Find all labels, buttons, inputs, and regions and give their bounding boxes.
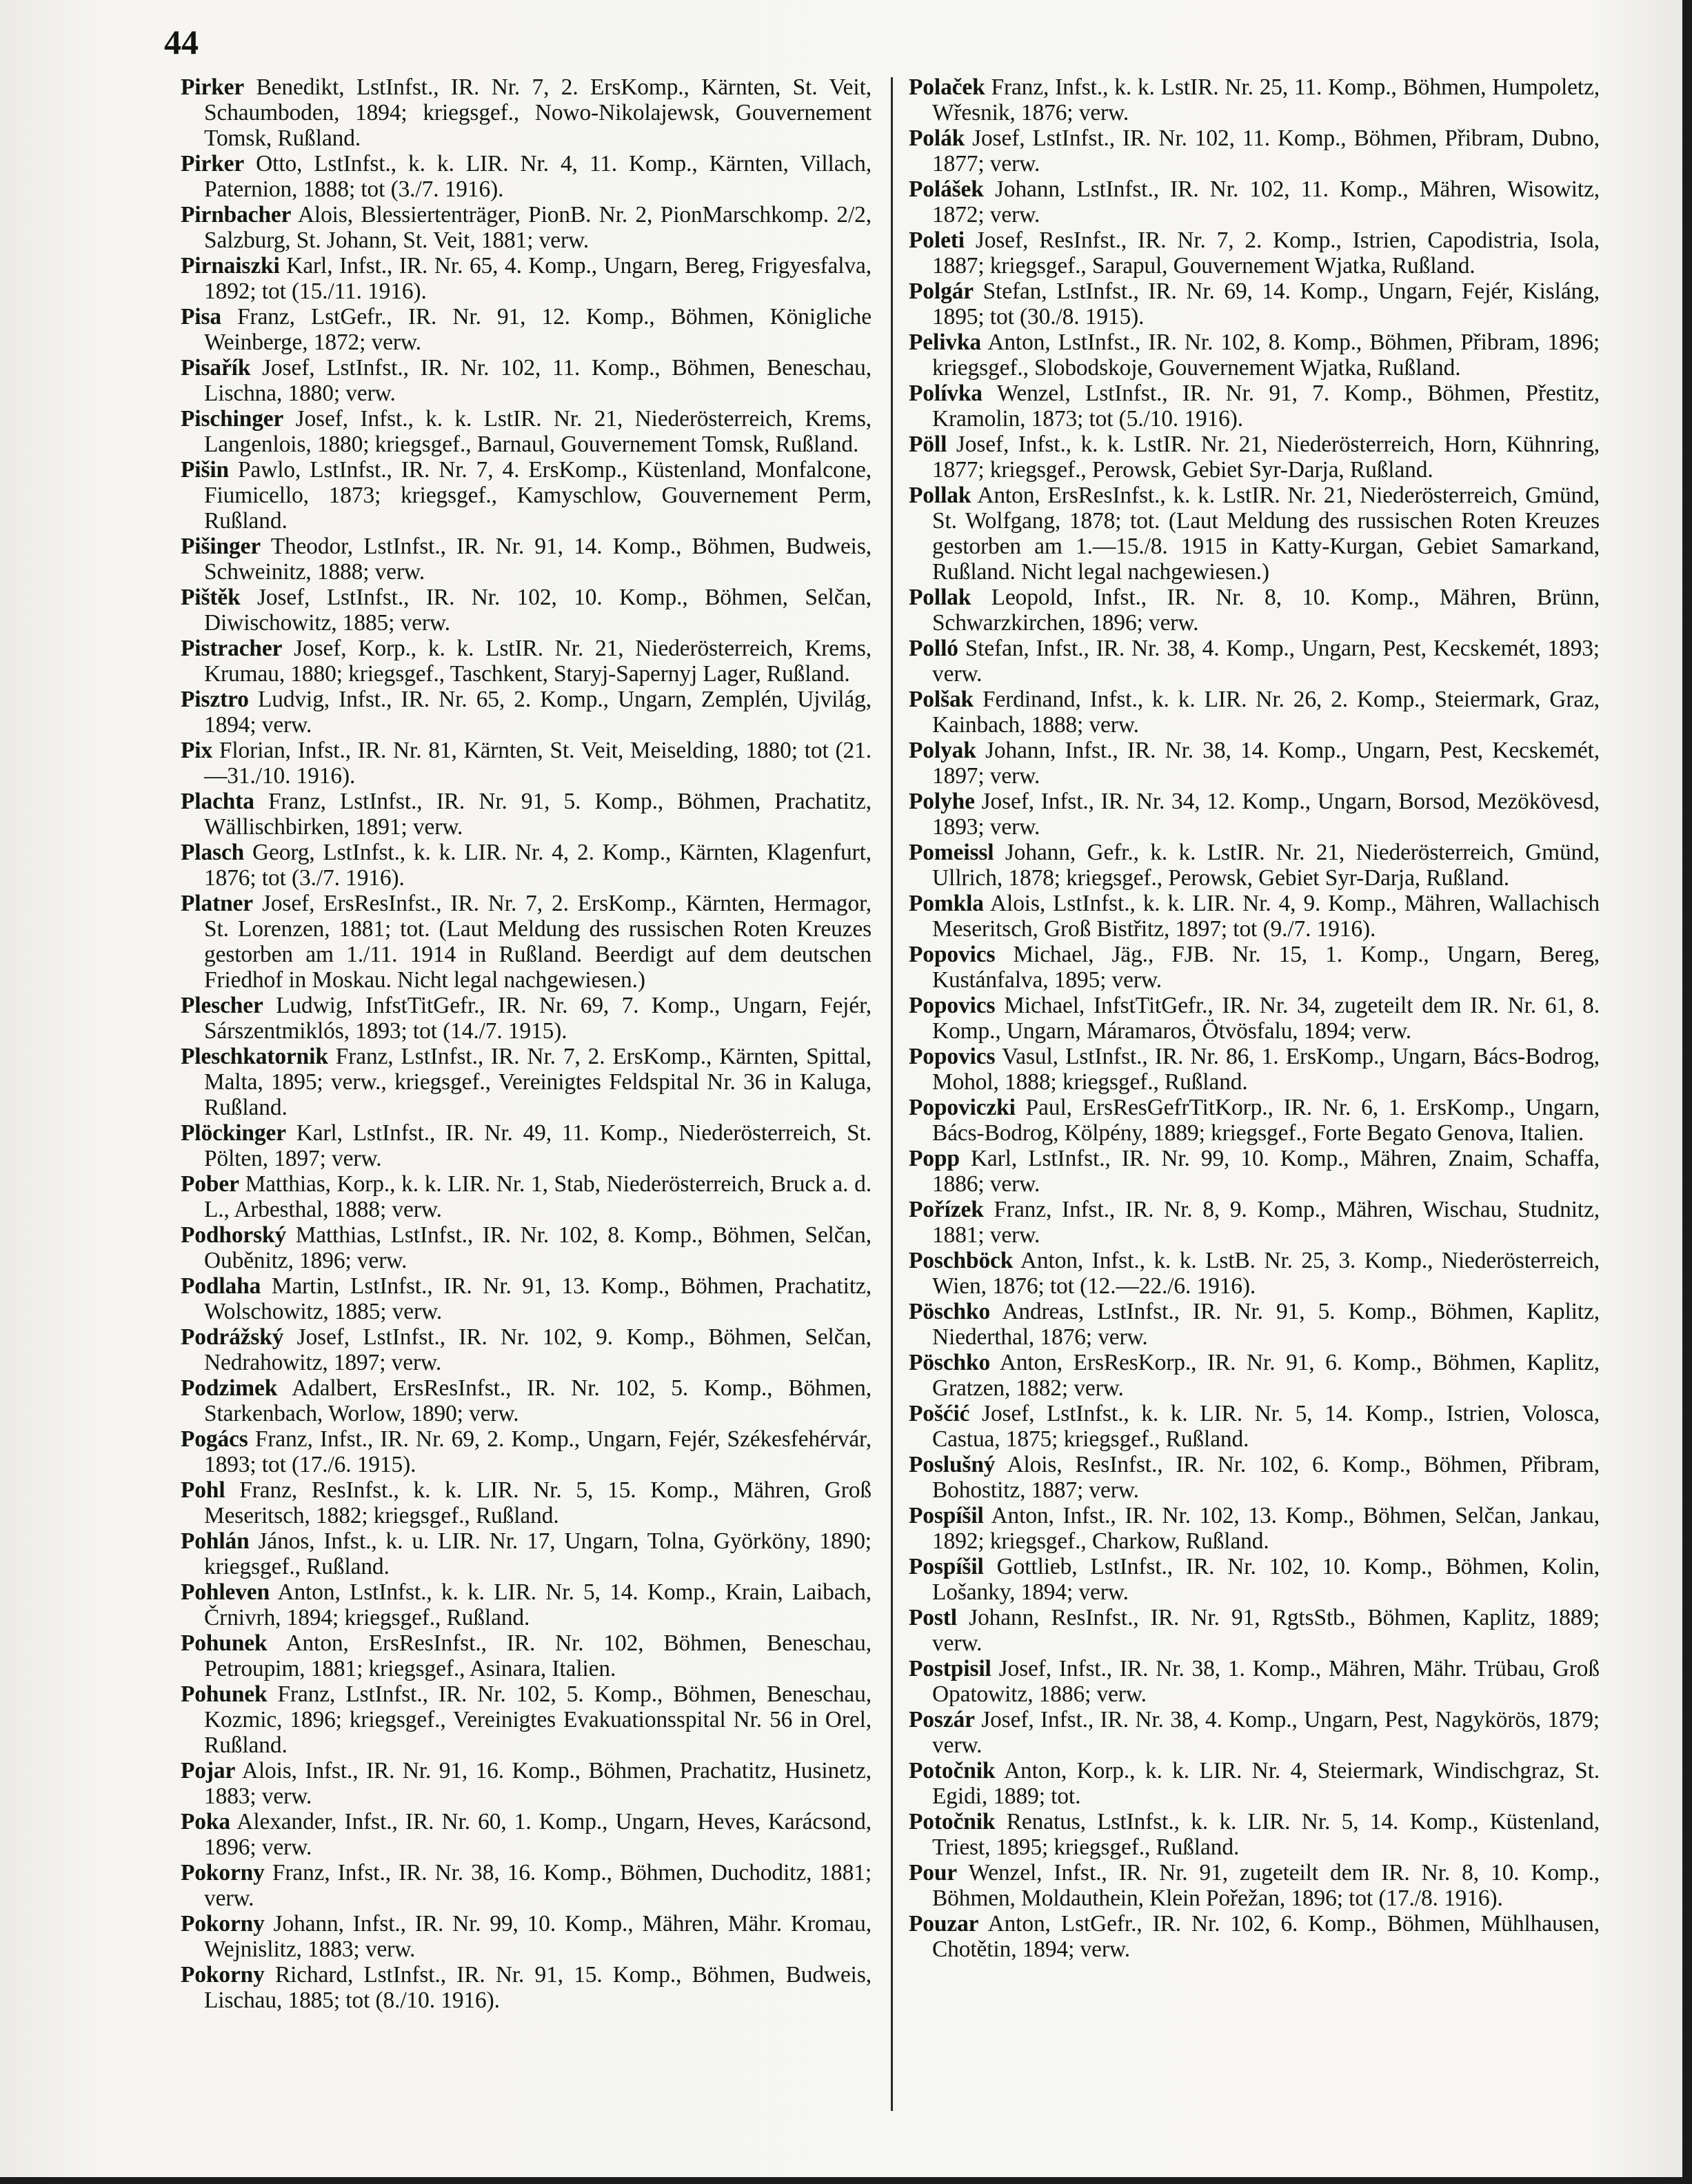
register-entry (181, 1426, 872, 1477)
left-column (181, 74, 872, 2013)
entry-details: Alois, LstInfst., k. k. LIR. Nr. 4, 9. Komp., Mähren, Wallachisch Meseritsch, Groß Bistřitz, 1897; tot (9./7. 1916). (932, 891, 1600, 942)
entry-surname: Polšak (909, 687, 974, 712)
entry-surname: Pleschkatornik (181, 1044, 328, 1069)
entry-details: Renatus, LstInfst., k. k. LIR. Nr. 5, 14. Komp., Küstenland, Triest, 1895; kriegsgef., Rußland. (932, 1809, 1600, 1860)
entry-surname: Popp (909, 1146, 960, 1171)
entry-details: Franz, Infst., IR. Nr. 69, 2. Komp., Ungarn, Fejér, Székesfehérvár, 1893; tot (17./6. 1915). (204, 1426, 872, 1477)
entry-details: Josef, LstInfst., IR. Nr. 102, 11. Komp., Böhmen, Přibram, Dubno, 1877; verw. (932, 125, 1600, 176)
entry-surname: Pirker (181, 74, 245, 100)
register-entry (181, 687, 872, 738)
column-divider (891, 77, 893, 2111)
register-entry (181, 1911, 872, 1962)
register-entry (181, 585, 872, 636)
entry-details: Josef, LstInfst., IR. Nr. 102, 9. Komp., Böhmen, Selčan, Nedrahowitz, 1897; verw. (204, 1324, 872, 1375)
register-entry (909, 1656, 1600, 1707)
register-entry (181, 993, 872, 1044)
entry-surname: Pöll (909, 432, 947, 457)
entry-surname: Plöckinger (181, 1120, 286, 1146)
entry-details: Anton, Infst., IR. Nr. 102, 13. Komp., Böhmen, Selčan, Jankau, 1892; kriegsgef., Charkow, Rußland. (932, 1503, 1600, 1554)
entry-surname: Pirnaiszki (181, 253, 280, 279)
entry-surname: Pořízek (909, 1197, 984, 1222)
entry-details: Johann, Infst., IR. Nr. 38, 14. Komp., Ungarn, Pest, Kecskemét, 1897; verw. (932, 738, 1600, 789)
entry-surname: Polyhe (909, 789, 975, 814)
register-entry (909, 1248, 1600, 1299)
entry-details: Karl, LstInfst., IR. Nr. 99, 10. Komp., Mähren, Znaim, Schaffa, 1886; verw. (932, 1146, 1600, 1197)
entry-surname: Pour (909, 1860, 958, 1885)
entry-surname: Pirker (181, 151, 245, 176)
entry-details: Wenzel, Infst., IR. Nr. 91, zugeteilt dem IR. Nr. 8, 10. Komp., Böhmen, Moldauthein, Klein Pořežan, 1896; tot (17./8. 1916). (932, 1860, 1600, 1911)
register-entry (909, 1554, 1600, 1605)
register-entry (181, 1962, 872, 2013)
register-entry (909, 789, 1600, 840)
entry-details: Gottlieb, LstInfst., IR. Nr. 102, 10. Komp., Böhmen, Kolin, Lošanky, 1894; verw. (932, 1554, 1600, 1605)
page-number: 44 (164, 23, 199, 61)
entry-details: Franz, ResInfst., k. k. LIR. Nr. 5, 15. Komp., Mähren, Groß Meseritsch, 1882; kriegsgef., Rußland. (204, 1477, 872, 1528)
register-entry (909, 1401, 1600, 1452)
register-entry (181, 1375, 872, 1426)
entry-surname: Pollak (909, 585, 971, 610)
entry-details: Richard, LstInfst., IR. Nr. 91, 15. Komp., Böhmen, Budweis, Lischau, 1885; tot (8./10. 1916). (204, 1962, 872, 2013)
register-entry (909, 1911, 1600, 1962)
entry-details: Alexander, Infst., IR. Nr. 60, 1. Komp., Ungarn, Heves, Karácsond, 1896; verw. (204, 1809, 872, 1860)
register-entry (181, 202, 872, 253)
entry-details: Otto, LstInfst., k. k. LIR. Nr. 4, 11. Komp., Kärnten, Villach, Paternion, 1888; tot (3./7. 1916). (204, 151, 872, 202)
entry-details: Josef, ErsResInfst., IR. Nr. 7, 2. ErsKomp., Kärnten, Hermagor, St. Lorenzen, 1881; tot. (Laut Meldung des russischen Roten Kreuzes gestorben am 1./11. 1914 in Rußland. Beerdigt auf dem deutschen Friedhof in Moskau. Nicht legal nachgewiesen.) (204, 891, 872, 993)
entry-surname: Pisařík (181, 355, 251, 381)
register-entry (181, 1528, 872, 1579)
entry-surname: Pöschko (909, 1350, 991, 1375)
entry-surname: Popovics (909, 942, 996, 967)
entry-details: Benedikt, LstInfst., IR. Nr. 7, 2. ErsKomp., Kärnten, St. Veit, Schaumboden, 1894; kriegsgef., Nowo-Nikolajewsk, Gouvernement Tomsk, Rußland. (204, 74, 872, 151)
entry-details: Franz, LstGefr., IR. Nr. 91, 12. Komp., Böhmen, Königliche Weinberge, 1872; verw. (204, 304, 872, 355)
register-entry (909, 993, 1600, 1044)
register-entry (181, 1120, 872, 1171)
entry-surname: Pelivka (909, 330, 982, 355)
entry-details: Paul, ErsResGefrTitKorp., IR. Nr. 6, 1. ErsKomp., Ungarn, Bács-Bodrog, Kölpény, 1889; kriegsgef., Forte Begato Genova, Italien. (932, 1095, 1600, 1146)
entry-details: Johann, LstInfst., IR. Nr. 102, 11. Komp., Mähren, Wisowitz, 1872; verw. (932, 176, 1600, 228)
entry-details: Wenzel, LstInfst., IR. Nr. 91, 7. Komp., Böhmen, Přestitz, Kramolin, 1873; tot (5./10. 1916). (932, 381, 1600, 432)
entry-surname: Pogács (181, 1426, 248, 1452)
entry-surname: Potočnik (909, 1758, 996, 1783)
register-entry (909, 1146, 1600, 1197)
register-entry (181, 1758, 872, 1809)
entry-details: Johann, ResInfst., IR. Nr. 91, RgtsStb., Böhmen, Kaplitz, 1889; verw. (932, 1605, 1600, 1656)
entry-details: Adalbert, ErsResInfst., IR. Nr. 102, 5. Komp., Böhmen, Starkenbach, Worlow, 1890; verw. (204, 1375, 872, 1426)
register-entry (181, 1044, 872, 1120)
entry-surname: Polgár (909, 279, 974, 304)
entry-details: Josef, Infst., IR. Nr. 38, 4. Komp., Ungarn, Pest, Nagykörös, 1879; verw. (932, 1707, 1600, 1758)
entry-surname: Pouzar (909, 1911, 979, 1937)
register-entry (909, 1197, 1600, 1248)
entry-surname: Pohunek (181, 1630, 268, 1656)
entry-surname: Platner (181, 891, 253, 916)
entry-details: Karl, LstInfst., IR. Nr. 49, 11. Komp., Niederösterreich, St. Pölten, 1897; verw. (204, 1120, 872, 1171)
register-entry (909, 74, 1600, 125)
register-entry (909, 942, 1600, 993)
register-entry (181, 1324, 872, 1375)
register-entry (909, 738, 1600, 789)
register-entry (181, 1222, 872, 1273)
register-entry (909, 1809, 1600, 1860)
register-entry (909, 330, 1600, 381)
entry-details: Martin, LstInfst., IR. Nr. 91, 13. Komp., Böhmen, Prachatitz, Wolschowitz, 1885; verw. (204, 1273, 872, 1324)
entry-surname: Poslušný (909, 1452, 996, 1477)
entry-surname: Pischinger (181, 406, 284, 432)
entry-surname: Pišinger (181, 534, 261, 559)
entry-surname: Podrážský (181, 1324, 284, 1350)
entry-surname: Plescher (181, 993, 263, 1018)
entry-details: Josef, Korp., k. k. LstIR. Nr. 21, Niederösterreich, Krems, Krumau, 1880; kriegsgef., Taschkent, Staryj-Sapernyj Lager, Rußland. (204, 636, 872, 687)
register-entry (909, 891, 1600, 942)
entry-details: Ferdinand, Infst., k. k. LIR. Nr. 26, 2. Komp., Steiermark, Graz, Kainbach, 1888; verw. (932, 687, 1600, 738)
register-entry (909, 176, 1600, 228)
entry-details: Florian, Infst., IR. Nr. 81, Kärnten, St. Veit, Meiselding, 1880; tot (21.—31./10. 1916). (204, 738, 872, 789)
entry-surname: Poszár (909, 1707, 975, 1732)
entry-surname: Pospíšil (909, 1503, 984, 1528)
entry-details: Josef, LstInfst., k. k. LIR. Nr. 5, 14. Komp., Istrien, Volosca, Castua, 1875; kriegsgef., Rußland. (932, 1401, 1600, 1452)
register-entry (181, 1860, 872, 1911)
register-entry (181, 304, 872, 355)
entry-details: Franz, LstInfst., IR. Nr. 102, 5. Komp., Böhmen, Beneschau, Kozmic, 1896; kriegsgef., Vereinigtes Evakuationsspital Nr. 56 in Orel, Rußland. (204, 1681, 872, 1758)
entry-surname: Poschböck (909, 1248, 1014, 1273)
register-entry (909, 483, 1600, 585)
register-entry (909, 1758, 1600, 1809)
entry-details: Josef, Infst., IR. Nr. 34, 12. Komp., Ungarn, Borsod, Mezökövesd, 1893; verw. (932, 789, 1600, 840)
entry-surname: Popovics (909, 1044, 996, 1069)
entry-details: Josef, LstInfst., IR. Nr. 102, 10. Komp., Böhmen, Selčan, Diwischowitz, 1885; verw. (204, 585, 872, 636)
entry-surname: Pohl (181, 1477, 225, 1503)
register-entry (181, 840, 872, 891)
register-entry (909, 636, 1600, 687)
entry-surname: Polyak (909, 738, 976, 763)
entry-details: Anton, Korp., k. k. LIR. Nr. 4, Steiermark, Windischgraz, St. Egidi, 1889; tot. (932, 1758, 1600, 1809)
entry-surname: Pirnbacher (181, 202, 292, 228)
entry-details: Anton, ErsResKorp., IR. Nr. 91, 6. Komp., Böhmen, Kaplitz, Gratzen, 1882; verw. (932, 1350, 1600, 1401)
register-entry (181, 253, 872, 304)
scan-edge-bottom (0, 2177, 1692, 2184)
register-entry (181, 151, 872, 202)
entry-surname: Postpisil (909, 1656, 991, 1681)
entry-surname: Pohunek (181, 1681, 268, 1707)
entry-details: Theodor, LstInfst., IR. Nr. 91, 14. Komp., Böhmen, Budweis, Schweinitz, 1888; verw. (204, 534, 872, 585)
register-entry (909, 1860, 1600, 1911)
entry-details: Andreas, LstInfst., IR. Nr. 91, 5. Komp., Böhmen, Kaplitz, Niederthal, 1876; verw. (932, 1299, 1600, 1350)
scan-edge-right (1682, 0, 1692, 2184)
register-entry (181, 1681, 872, 1758)
register-entry (909, 381, 1600, 432)
entry-surname: Pisztro (181, 687, 249, 712)
entry-details: Josef, Infst., IR. Nr. 38, 1. Komp., Mähren, Mähr. Trübau, Groß Opatowitz, 1886; verw. (932, 1656, 1600, 1707)
register-entry (181, 1630, 872, 1681)
register-entry (181, 891, 872, 993)
entry-details: Josef, Infst., k. k. LstIR. Nr. 21, Niederösterreich, Krems, Langenlois, 1880; kriegsgef., Barnaul, Gouvernement Tomsk, Rußland. (204, 406, 872, 457)
entry-surname: Polívka (909, 381, 983, 406)
register-entry (909, 1452, 1600, 1503)
entry-details: Franz, Infst., IR. Nr. 38, 16. Komp., Böhmen, Duchoditz, 1881; verw. (204, 1860, 872, 1911)
register-entry (909, 1503, 1600, 1554)
entry-surname: Pojar (181, 1758, 236, 1783)
register-entry (909, 279, 1600, 330)
entry-details: Ludvig, Infst., IR. Nr. 65, 2. Komp., Ungarn, Zemplén, Ujvilág, 1894; verw. (204, 687, 872, 738)
register-entry (181, 534, 872, 585)
entry-details: Pawlo, LstInfst., IR. Nr. 7, 4. ErsKomp., Küstenland, Monfalcone, Fiumicello, 1873; kriegsgef., Kamyschlow, Gouvernement Perm, Rußland. (204, 457, 872, 534)
entry-surname: Pomeissl (909, 840, 994, 865)
entry-surname: Pokorny (181, 1860, 265, 1885)
entry-details: Franz, LstInfst., IR. Nr. 7, 2. ErsKomp., Kärnten, Spittal, Malta, 1895; verw., kriegsgef., Vereinigtes Feldspital Nr. 36 in Kaluga, Rußland. (204, 1044, 872, 1120)
register-entry (181, 457, 872, 534)
entry-surname: Pištěk (181, 585, 241, 610)
entry-surname: Potočnik (909, 1809, 996, 1834)
entry-surname: Polášek (909, 176, 984, 202)
register-entry (909, 125, 1600, 176)
entry-details: Anton, ErsResInfst., k. k. LstIR. Nr. 21, Niederösterreich, Gmünd, St. Wolfgang, 1878; tot. (Laut Meldung des russischen Roten Kreuzes gestorben am 1.—15./8. 1915 in Katty-Kurgan, Gebiet Samarkand, Rußland. Nicht legal nachgewiesen.) (932, 483, 1600, 585)
entry-details: Josef, ResInfst., IR. Nr. 7, 2. Komp., Istrien, Capodistria, Isola, 1887; kriegsgef., Sarapul, Gouvernement Wjatka, Rußland. (932, 228, 1600, 279)
right-column (909, 74, 1600, 1962)
entry-surname: Pohlán (181, 1528, 250, 1554)
entry-surname: Polaček (909, 74, 985, 100)
register-entry (181, 738, 872, 789)
entry-details: Alois, ResInfst., IR. Nr. 102, 6. Komp., Böhmen, Přibram, Bohostitz, 1887; verw. (932, 1452, 1600, 1503)
entry-details: Matthias, LstInfst., IR. Nr. 102, 8. Komp., Böhmen, Selčan, Ouběnitz, 1896; verw. (204, 1222, 872, 1273)
register-entry (181, 1579, 872, 1630)
entry-details: Anton, ErsResInfst., IR. Nr. 102, Böhmen, Beneschau, Petroupim, 1881; kriegsgef., Asinara, Italien. (204, 1630, 872, 1681)
entry-details: Alois, Blessiertenträger, PionB. Nr. 2, PionMarschkomp. 2/2, Salzburg, St. Johann, St. Veit, 1881; verw. (204, 202, 872, 253)
entry-details: Franz, LstInfst., IR. Nr. 91, 5. Komp., Böhmen, Prachatitz, Wällischbirken, 1891; verw. (204, 789, 872, 840)
entry-surname: Podzimek (181, 1375, 278, 1401)
register-entry (909, 585, 1600, 636)
entry-details: Leopold, Infst., IR. Nr. 8, 10. Komp., Mähren, Brünn, Schwarzkirchen, 1896; verw. (932, 585, 1600, 636)
register-entry (181, 1273, 872, 1324)
entry-surname: Pober (181, 1171, 239, 1197)
register-entry (181, 406, 872, 457)
register-entry (181, 789, 872, 840)
entry-details: Josef, Infst., k. k. LstIR. Nr. 21, Niederösterreich, Horn, Kühnring, 1877; kriegsgef., Perowsk, Gebiet Syr-Darja, Rußland. (932, 432, 1600, 483)
entry-details: Anton, LstInfst., IR. Nr. 102, 8. Komp., Böhmen, Přibram, 1896; kriegsgef., Slobodskoje, Gouvernement Wjatka, Rußland. (932, 330, 1600, 381)
register-entry (181, 1477, 872, 1528)
register-entry (909, 840, 1600, 891)
register-entry (909, 1095, 1600, 1146)
entry-surname: Pollak (909, 483, 971, 508)
entry-surname: Popoviczki (909, 1095, 1016, 1120)
entry-details: Georg, LstInfst., k. k. LIR. Nr. 4, 2. Komp., Kärnten, Klagenfurt, 1876; tot (3./7. 1916). (204, 840, 872, 891)
entry-details: Josef, LstInfst., IR. Nr. 102, 11. Komp., Böhmen, Beneschau, Lischna, 1880; verw. (204, 355, 872, 406)
entry-details: Karl, Infst., IR. Nr. 65, 4. Komp., Ungarn, Bereg, Frigyesfalva, 1892; tot (15./11. 1916). (204, 253, 872, 304)
entry-details: Johann, Gefr., k. k. LstIR. Nr. 21, Niederösterreich, Gmünd, Ullrich, 1878; kriegsgef., Perowsk, Gebiet Syr-Darja, Rußland. (932, 840, 1600, 891)
entry-surname: Podhorský (181, 1222, 287, 1248)
entry-surname: Pokorny (181, 1911, 265, 1937)
entry-details: Anton, LstInfst., k. k. LIR. Nr. 5, 14. Komp., Krain, Laibach, Črnivrh, 1894; kriegsgef., Rußland. (204, 1579, 872, 1630)
entry-surname: Pospíšil (909, 1554, 984, 1579)
register-entry (181, 1171, 872, 1222)
register-entry (181, 1809, 872, 1860)
entry-surname: Pisa (181, 304, 221, 330)
register-entry (909, 432, 1600, 483)
entry-surname: Plasch (181, 840, 245, 865)
register-entry (909, 1707, 1600, 1758)
entry-details: Michael, Jäg., FJB. Nr. 15, 1. Komp., Ungarn, Bereg, Kustánfalva, 1895; verw. (932, 942, 1600, 993)
entry-surname: Pokorny (181, 1962, 265, 1988)
entry-surname: Pišin (181, 457, 230, 483)
register-entry (909, 1299, 1600, 1350)
entry-surname: Pomkla (909, 891, 984, 916)
entry-surname: Pošćić (909, 1401, 970, 1426)
entry-surname: Pohleven (181, 1579, 270, 1605)
register-entry (909, 1044, 1600, 1095)
entry-surname: Poleti (909, 228, 965, 253)
entry-surname: Plachta (181, 789, 254, 814)
entry-surname: Podlaha (181, 1273, 261, 1299)
entry-details: Stefan, LstInfst., IR. Nr. 69, 14. Komp., Ungarn, Fejér, Kisláng, 1895; tot (30./8. 1915). (932, 279, 1600, 330)
entry-surname: Pöschko (909, 1299, 991, 1324)
register-entry (909, 1350, 1600, 1401)
entry-details: Franz, Infst., k. k. LstIR. Nr. 25, 11. Komp., Böhmen, Humpoletz, Wřesnik, 1876; verw. (932, 74, 1600, 125)
entry-details: Matthias, Korp., k. k. LIR. Nr. 1, Stab, Niederösterreich, Bruck a. d. L., Arbesthal, 1888; verw. (204, 1171, 872, 1222)
entry-surname: Polák (909, 125, 965, 151)
entry-details: Michael, InfstTitGefr., IR. Nr. 34, zugeteilt dem IR. Nr. 61, 8. Komp., Ungarn, Máramaros, Ötvösfalu, 1894; verw. (932, 993, 1600, 1044)
register-entry (181, 74, 872, 151)
register-entry (181, 636, 872, 687)
entry-details: Johann, Infst., IR. Nr. 99, 10. Komp., Mähren, Mähr. Kromau, Wejnislitz, 1883; verw. (204, 1911, 872, 1962)
entry-details: Ludwig, InfstTitGefr., IR. Nr. 69, 7. Komp., Ungarn, Fejér, Sárszentmiklós, 1893; tot (14./7. 1915). (204, 993, 872, 1044)
entry-details: Vasul, LstInfst., IR. Nr. 86, 1. ErsKomp., Ungarn, Bács-Bodrog, Mohol, 1888; kriegsgef., Rußland. (932, 1044, 1600, 1095)
entry-details: Anton, LstGefr., IR. Nr. 102, 6. Komp., Böhmen, Mühlhausen, Chotětin, 1894; verw. (932, 1911, 1600, 1962)
register-entry (181, 355, 872, 406)
entry-details: Anton, Infst., k. k. LstB. Nr. 25, 3. Komp., Niederösterreich, Wien, 1876; tot (12.—22./6. 1916). (932, 1248, 1600, 1299)
entry-details: Alois, Infst., IR. Nr. 91, 16. Komp., Böhmen, Prachatitz, Husinetz, 1883; verw. (204, 1758, 872, 1809)
entry-surname: Polló (909, 636, 958, 661)
entry-details: Franz, Infst., IR. Nr. 8, 9. Komp., Mähren, Wischau, Studnitz, 1881; verw. (932, 1197, 1600, 1248)
register-entry (909, 687, 1600, 738)
entry-surname: Popovics (909, 993, 996, 1018)
entry-surname: Poka (181, 1809, 230, 1834)
entry-details: János, Infst., k. u. LIR. Nr. 17, Ungarn, Tolna, Györköny, 1890; kriegsgef., Rußland. (204, 1528, 872, 1579)
entry-details: Stefan, Infst., IR. Nr. 38, 4. Komp., Ungarn, Pest, Kecskemét, 1893; verw. (932, 636, 1600, 687)
entry-surname: Postl (909, 1605, 957, 1630)
entry-surname: Pix (181, 738, 213, 763)
register-entry (909, 228, 1600, 279)
register-entry (909, 1605, 1600, 1656)
entry-surname: Pistracher (181, 636, 283, 661)
